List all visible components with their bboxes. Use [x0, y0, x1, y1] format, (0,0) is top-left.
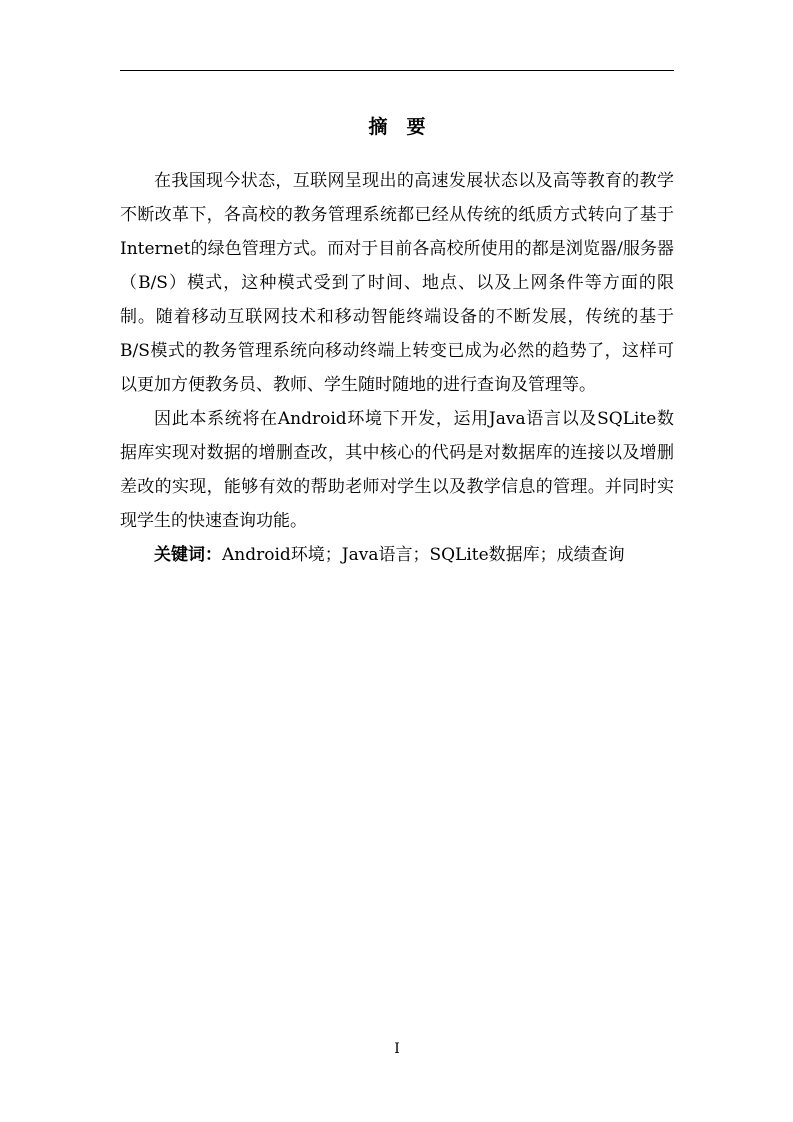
- abstract-body: [120, 164, 674, 572]
- keywords-label: 关键词：: [154, 545, 222, 565]
- page-number: I: [394, 1041, 400, 1057]
- abstract-paragraph-2: 因此本系统将在Android环境下开发，运用Java语言以及SQLite数据库实现对数据的增删查改，其中核心的代码是对数据库的连接以及增删差改的实现，能够有效的帮助老师对学生以及教学信息的管理。并同时实现学生的快速查询功能。: [120, 409, 674, 531]
- keywords-text: Android环境；Java语言；SQLite数据库；成绩查询: [222, 545, 625, 565]
- abstract-title: 摘 要: [368, 116, 426, 138]
- abstract-paragraph-1: 在我国现今状态，互联网呈现出的高速发展状态以及高等教育的教学不断改革下，各高校的教务管理系统都已经从传统的纸质方式转向了基于Internet的绿色管理方式。而对于目前各高校所使用的都是浏览器/服务器（B/S）模式，这种模式受到了时间、地点、以及上网条件等方面的限制。随着移动互联网技术和移动智能终端设备的不断发展，传统的基于B/S模式的教务管理系统向移动终端上转变已成为必然的趋势了，这样可以更加方便教务员、教师、学生随时随地的进行查询及管理等。: [120, 171, 674, 395]
- header-rule: [120, 70, 674, 71]
- keywords-line: [120, 538, 674, 572]
